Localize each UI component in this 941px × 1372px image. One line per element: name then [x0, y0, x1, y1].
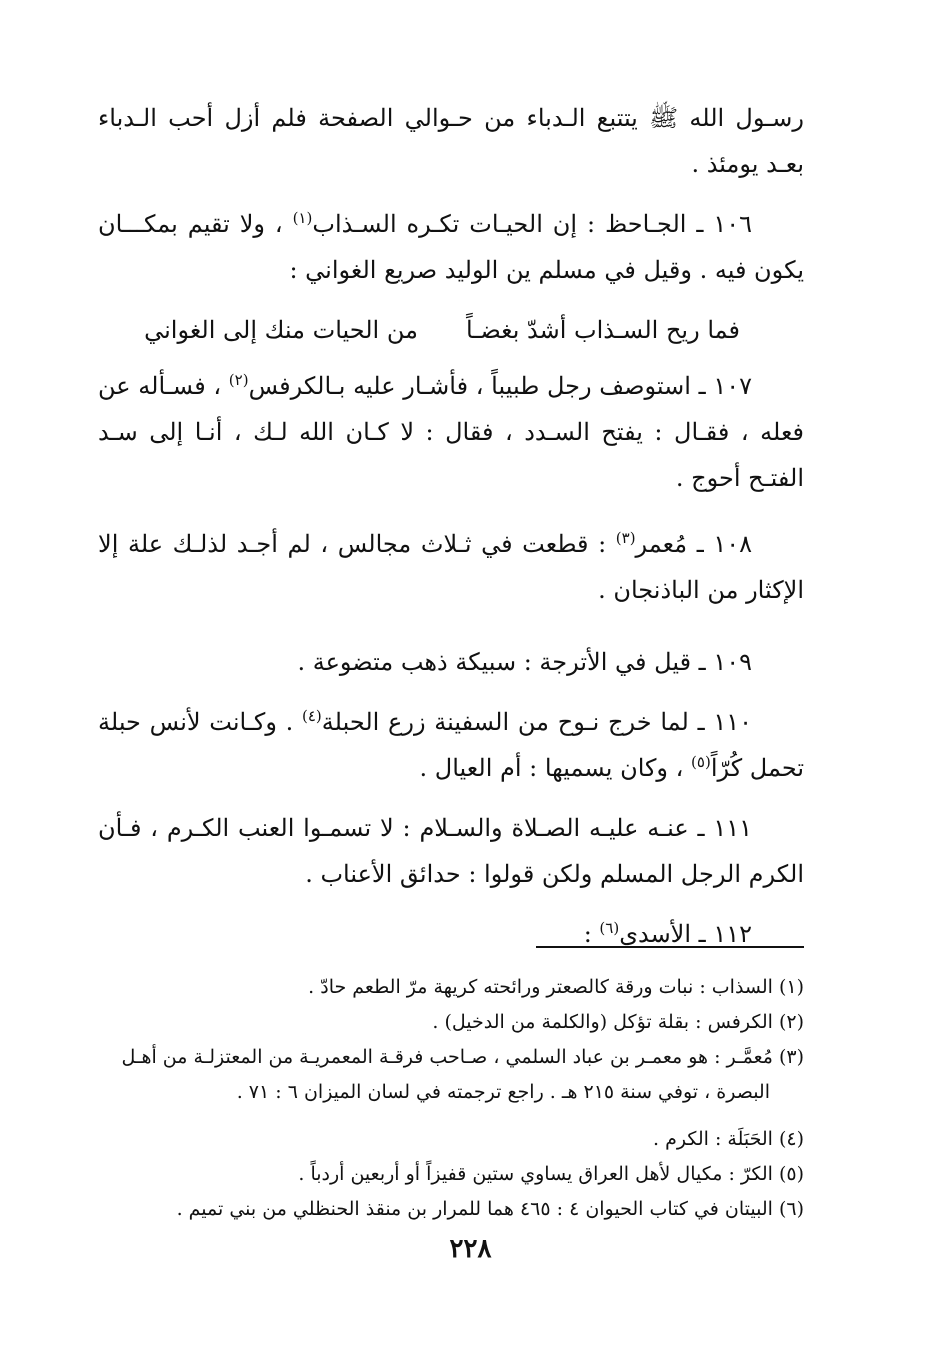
paragraph-text: ١١١ ـ عنـه عليـه الصـلاة والسـلام : لا تسمـوا العنب الكـرم ، فـأن الكرم الرجل المسلم ولكن قولوا : حدائق الأعناب .: [98, 814, 804, 888]
footnote-4: [98, 1122, 804, 1157]
footnote-ref: (٦): [599, 919, 620, 937]
paragraph-text: ، وكان يسميها : أم العيال .: [419, 754, 692, 782]
paragraph-text: ١٠٧ ـ استوصف رجل طبيباً ، فأشـار عليه بـالكرفس: [248, 372, 752, 400]
footnote-number: (٤): [778, 1128, 804, 1150]
paragraph-text: ١٠٨ ـ مُعمر: [635, 530, 752, 558]
footnote-number: (٣): [778, 1046, 804, 1068]
paragraph-text: ، ولا تقيم بمكـــان يكون فيه . وقيل في مسلم ين الوليد صريع الغواني :: [98, 210, 804, 284]
footnote-number: (٦): [778, 1198, 804, 1220]
paragraph-text: ، فسـأله عن فعله ، فقـال : يفتح السـدد ، فقال : لا كـان الله لـك ، أنـا إلى سـد الفتـح أحوج .: [98, 372, 804, 492]
paragraph-text: ١٠٦ ـ الجـاحظ : إن الحيـات تكـره السـذاب: [312, 210, 752, 238]
footnote-text: البيتان في كتاب الحيوان ٤ : ٤٦٥ هما للمرار بن منقذ الحنظلي من بني تميم .: [176, 1198, 773, 1220]
paragraph-text: رسـول الله ﷺ يتتبع الـدباء من حـوالي الصفحة فلم أزل أحب الـدباء بعـد يومئذ .: [98, 104, 804, 178]
footnote-ref: (١): [292, 209, 313, 227]
paragraph-106: [98, 201, 804, 293]
footnote-text-continued: البصرة ، توفي سنة ٢١٥ هـ . راجع ترجمته في لسان الميزان ٦ : ٧١ .: [236, 1081, 770, 1103]
footnote-ref: (٣): [615, 529, 636, 547]
footnote-text: السذاب : نبات ورقة كالصعتر ورائحته كريهة مرّ الطعم حادّ .: [308, 976, 773, 998]
paragraph-111: [98, 805, 804, 897]
footnote-ref: (٤): [302, 707, 322, 725]
footnote-2: [98, 1005, 804, 1040]
footnote-ref: (٥): [691, 753, 711, 771]
poem-verse: [98, 307, 804, 353]
paragraph-110: [98, 699, 804, 791]
paragraph-intro: [98, 95, 804, 187]
paragraph-text: . وكـانت لأنس حبلة تحمل كُرّاً: [98, 708, 804, 782]
footnote-number: (٢): [778, 1011, 804, 1033]
footnote-number: (١): [778, 976, 804, 998]
main-text: [98, 95, 804, 971]
paragraph-text: ١١٢ ـ الأسدي: [619, 920, 752, 948]
footnote-text: مُعمَّـر : هو معمـر بن عباد السلمي ، صـاحب فرقـة المعمريـة من المعتزلـة من أهـل: [121, 1046, 773, 1068]
footnote-ref: (٢): [228, 371, 249, 389]
footnote-text: الكرّ : مكيال لأهل العراق يساوي ستين قفيزاً أو أربعين أردباً .: [298, 1163, 773, 1185]
footnote-number: (٥): [778, 1163, 804, 1185]
paragraph-112: [98, 911, 804, 957]
paragraph-109: [98, 639, 804, 685]
paragraph-text: :: [583, 920, 600, 948]
footnote-text: الكرفس : بقلة تؤكل (والكلمة من الدخيل) .: [432, 1011, 773, 1033]
paragraph-text: ١٠٩ ـ قيل في الأترجة : سبيكة ذهب متضوعة .: [297, 648, 752, 676]
footnote-1: [98, 970, 804, 1005]
footnote-6: [98, 1192, 804, 1227]
paragraph-108: [98, 521, 804, 613]
footnote-gap: [98, 1110, 804, 1122]
footnote-divider: [536, 946, 804, 948]
verse-hemistich-first: فما ريح السـذاب أشدّ بغضـاً: [465, 316, 740, 344]
footnote-text: الحَبَلَة : الكرم .: [653, 1128, 773, 1150]
verse-hemistich-second: من الحيات منك إلى الغواني: [144, 316, 418, 344]
page-number: ٢٢٨: [449, 1234, 492, 1264]
footnotes: [98, 970, 804, 1227]
footnote-5: [98, 1157, 804, 1192]
paragraph-107: [98, 363, 804, 501]
footnote-3: [98, 1040, 804, 1110]
paragraph-text: : قطعت في ثـلاث مجالس ، لم أجـد لذلـك علة إلا الإكثار من الباذنجان .: [98, 530, 804, 604]
paragraph-text: ١١٠ ـ لما خرج نـوح من السفينة زرع الحبلة: [321, 708, 752, 736]
